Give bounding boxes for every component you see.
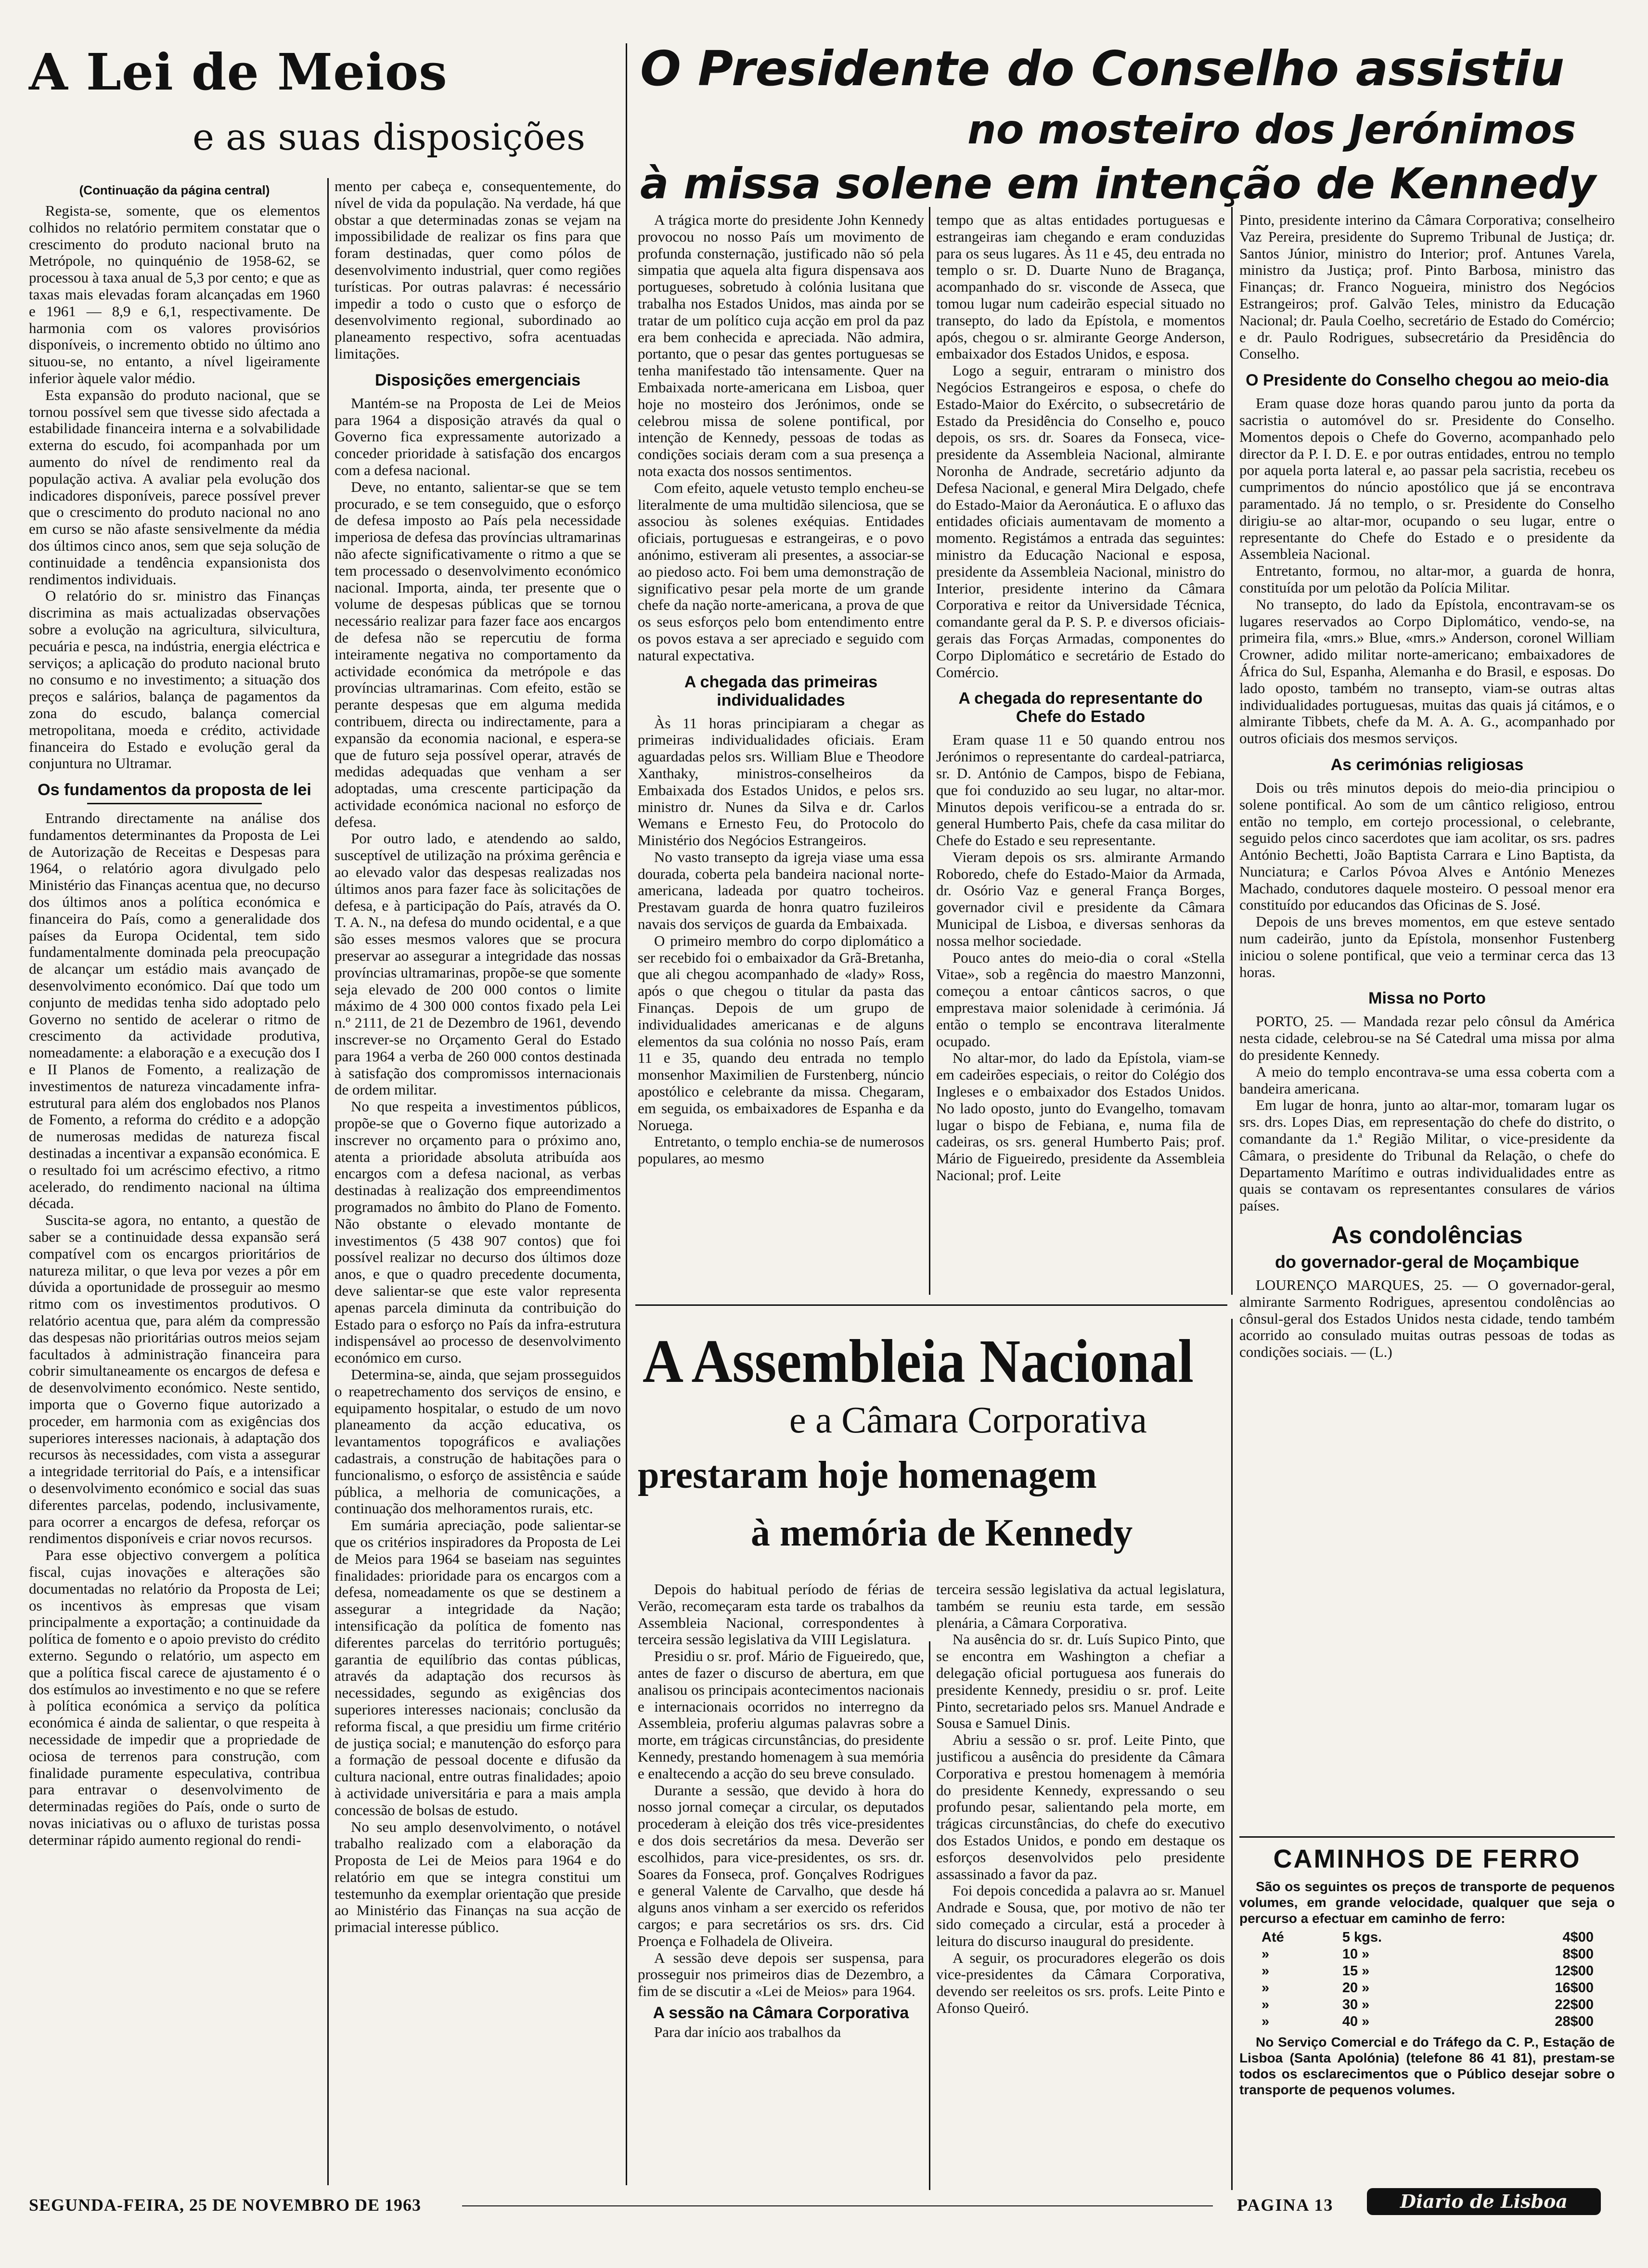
price-cell-weight: 10 » [1342, 1946, 1370, 1962]
paragraph: O relatório do sr. ministro das Finanças discrimina as mais actualizadas observações sobre a evolução na agricultura, silvicultura, pecuária e pesca, na indústria, energia eléctrica e serviços; a aplicação do produto nacional bruto no consumo e no investimento; a situação dos preços e salários, balança de pagamentos da zona do escudo, balança comercial metropolitana, moeda e crédito, actividade financeira do Estado e evolução geral da conjuntura no Ultramar. [29, 587, 320, 772]
subheading-text: O Presidente do Conselho chegou ao meio-dia [1246, 371, 1609, 390]
price-row [1259, 1963, 1596, 1980]
paragraph: Eram quase doze horas quando parou junto da porta da sacristia o automóvel do sr. Presidente do Conselho. Momentos depois o Chefe do Governo, acompanhado pelo director da P. I. D. E. e por outras entidades, entrou no templo por aquela porta lateral e, ao passar pela sacristia, recebeu os cumprimentos do núncio apostólico que já se encontrava paramentado. Já no templo, o sr. Presidente do Conselho dirigiu-se ao altar-mor, ocupando o seu lugar, entre o representante do Chefe do Estado e o presidente da Assembleia Nacional. [1239, 395, 1615, 563]
price-row [1259, 1997, 1596, 2013]
condolencias-text [1239, 1277, 1615, 1361]
condolencias-subtitle: do governador-geral de Moçambique [1275, 1252, 1580, 1272]
assembleia-col3-text-2 [638, 2024, 924, 2041]
price-cell-price: 4$00 [1562, 1930, 1594, 1945]
assembleia-headline-1: A Assembleia Nacional [643, 1327, 1194, 1395]
subheading-text: A sessão na Câmara Corporativa [653, 2003, 909, 2022]
price-cell-label: Até [1262, 1930, 1284, 1945]
price-cell-label: » [1262, 1980, 1270, 1996]
subheading-cerimonias [1239, 756, 1615, 774]
subheading-text: Disposições emergenciais [374, 371, 581, 389]
paragraph: Entretanto, o templo enchia-se de numerosos populares, ao mesmo [638, 1133, 924, 1167]
price-row [1259, 1980, 1596, 1997]
subheading-text: A chegada do representante do Chefe do Estado [958, 689, 1203, 726]
kennedy-column-2 [936, 212, 1225, 1300]
paragraph: Depois do habitual período de férias de Verão, recomeçaram esta tarde os trabalhos da Assembleia Nacional, correspondentes à terceira sessão legislativa da VIII Legislatura. [638, 1581, 924, 1648]
paragraph: No altar-mor, do lado da Epístola, viam-se em cadeirões especiais, o reitor do Colégio dos Ingleses e o embaixador dos Estados Unidos. No lado oposto, junto do Evangelho, tomavam lugar o bispo de Febiana, e, numa fila de cadeiras, os srs. general Humberto Pais; prof. Mário de Figueiredo, presidente da Assembleia Nacional; prof. Leite [936, 1049, 1225, 1184]
paragraph: Mantém-se na Proposta de Lei de Meios para 1964 a disposição através da qual o Governo fica expressamente autorizado a conceder prioridade à satisfação dos encargos com a defesa nacional. [335, 394, 621, 478]
paragraph: Logo a seguir, entraram o ministro dos Negócios Estrangeiros e esposa, o chefe do Estado-Maior do Exército, o subsecretário de Estado da Presidência do Conselho e, pouco depois, os srs. dr. Soares da Fonseca, vice-presidente da Assembleia Nacional, almirante Noronha de Andrade, secretário adjunto da Defesa Nacional, e general Mira Delgado, chefe do Estado-Maior da Aeronáutica. E o afluxo das entidades oficiais aumentavam de momento a momento. Registámos a entrada das seguintes: ministro da Educação Nacional e esposa, presidente da Assembleia Nacional, ministro do Interior, presidente interino da Câmara Corporativa e reitor da Universidade Técnica, comandante geral da P. S. P. e diversos oficiais-gerais das Forças Armadas, componentes do Corpo Diplomático e secretário de Estado do Comércio. [936, 362, 1225, 681]
paragraph: Regista-se, somente, que os elementos colhidos no relatório permitem constatar que o crescimento do produto nacional bruto na Metrópole, no quinquénio de 1958-62, se processou à taxa anual de 5,3 por cento; e que as taxas mais elevadas foram alcançadas em 1960 e 1961 — 8,9 e 6,1, respectivamente. De harmonia com os valores provisórios disponíveis, o incremento obtido no último ano situou-se, no entanto, a nível ligeiramente inferior àquele valor médio. [29, 202, 320, 387]
price-cell-weight: 5 kgs. [1342, 1930, 1382, 1945]
paragraph: Depois de uns breves momentos, em que esteve sentado num cadeirão, junto da Epístola, monsenhor Fustenberg iniciou o solene pontifical, que veio a terminar cerca das 13 horas. [1239, 913, 1615, 980]
subheading-missa-porto [1239, 989, 1615, 1007]
paragraph: mento per cabeça e, consequentemente, do nível de vida da população. Na verdade, há que obstar a que determinadas zonas se vejam na impossibilidade de realizar os fins para que foram destinadas, quer como pólos de desenvolvimento industrial, quer como regiões turísticas. Por outras palavras: é necessário impedir a todo o custo que o esforço de desenvolvimento regional, subordinado ao planeamento respectivo, sofra acentuadas limitações. [335, 178, 621, 362]
meios-headline-1: A Lei de Meios [29, 42, 448, 102]
price-cell-label: » [1262, 1963, 1270, 1979]
paragraph: Deve, no entanto, salientar-se que se tem procurado, e se tem conseguido, que o esforço de defesa imposto ao País pela necessidade imperiosa de defesa das províncias ultramarinas não afecte significativamente o ritmo a que se tem processado o desenvolvimento económico nacional. Importa, ainda, ter presente que o volume de despesas públicas que se tornou necessário realizar para fazer face aos encargos de defesa não se repercutiu de forma inteiramente negativa no comportamento da actividade económica da metrópole e das províncias ultramarinas. Com efeito, estão se perante despesas que em alguma medida contribuem, directa ou indirectamente, para a expansão da economia nacional, e espera-se que de futuro seja possível operar, através de medidas adequadas que venham a ser adoptadas, uma crescente participação da actividade económica nacional no esforço de defesa. [335, 478, 621, 830]
paragraph: Na ausência do sr. dr. Luís Supico Pinto, que se encontra em Washington a chefiar a delegação oficial portuguesa aos funerais do presidente Kennedy, presidiu o sr. prof. Leite Pinto, secretariado pelos srs. Manuel Andrade e Sousa e Samuel Dinis. [936, 1631, 1225, 1732]
paragraph: Em sumária apreciação, pode salientar-se que os critérios inspiradores da Proposta de Lei de Meios para 1964 se baseiam nas seguintes finalidades: prioridade para os encargos com a defesa, nomeadamente os que se destinem a assegurar a integridade da Nação; intensificação da política de fomento nas diferentes parcelas do território português; garantia de equilíbrio das contas públicas, através da adaptação dos recursos às necessidades, segundo as exigências dos superiores interesses nacionais; conclusão da reforma fiscal, a que presidiu um firme critério de justiça social; e manutenção do esforço para a formação de pessoal docente e difusão da cultura nacional, entre outras finalidades; apoio à actividade universitária e para a mais ampla concessão de bolsas de estudo. [335, 1517, 621, 1818]
subheading-text: As cerimónias religiosas [1330, 755, 1524, 774]
price-cell-weight: 15 » [1342, 1963, 1370, 1979]
kennedy-col4-text-2 [936, 732, 1225, 1184]
paragraph: Com efeito, aquele vetusto templo encheu-se literalmente de uma multidão silenciosa, que se associou às solenes exéquias. Entidades oficiais, portuguesas e estrangeiras, e o povo anónimo, estiveram ali presentes, a associar-se ao piedoso acto. Foi bem uma demonstração de significativo pesar pela morte de um grande chefe da nação norte-americana, a prova de que os seus esforços pelo bom entendimento entre os povos estava a ser apreciado e seguido com natural expectativa. [638, 479, 924, 664]
assembleia-col3-text [638, 1581, 924, 2000]
price-row [1259, 2013, 1596, 2030]
paragraph: A meio do templo encontrava-se uma essa coberta com a bandeira americana. [1239, 1063, 1615, 1097]
paragraph: O primeiro membro do corpo diplomático a ser recebido foi o embaixador da Grã-Bretanha, que ali chegou acompanhado de «lady» Ross, após o que chegou o titular da pasta das Finanças. Depois de um grupo de individualidades americanas e de alguns elementos da sua colónia no nosso País, eram 11 e 35, quando deu entrada no templo monsenhor Maximilien de Furstenberg, núncio apostólico e celebrante da missa. Chegaram, em seguida, os embaixadores de Espanha e da Noruega. [638, 932, 924, 1134]
kennedy-column-1 [638, 212, 924, 1300]
price-cell-label: » [1262, 1997, 1270, 2012]
paragraph: A sessão deve depois ser suspensa, para prosseguir nos primeiros dias de Dezembro, a fim de se discutir a «Lei de Meios» para 1964. [638, 1949, 924, 2000]
paragraph: No que respeita a investimentos públicos, propõe-se que o Governo fique autorizado a inscrever no orçamento para o próximo ano, atenta a prioridade absoluta atribuída aos encargos com a defesa nacional, as verbas destinadas à realização dos empreendimentos programados no âmbito do Plano de Fomento. Não obstante o elevado montante de investimentos (5 438 907 contos) que foi possível realizar no decurso dos últimos doze anos, e que o quadro precedente documenta, deve salientar-se que este valor representa apenas parcela diminuta da contribuição do Estado para o esforço no País da infra-estrutura indispensável ao processo de desenvolvimento económico em curso. [335, 1098, 621, 1366]
kennedy-headline-3: à missa solene em intenção de Kennedy [640, 159, 1596, 208]
subheading-text: Os fundamentos da proposta de lei [38, 781, 311, 799]
rule-col-4-5-low [1231, 1319, 1233, 2190]
price-cell-label: » [1262, 1946, 1270, 1962]
rule-caminhos-top [1239, 1836, 1615, 1838]
subheading-chegada-representante [936, 689, 1225, 726]
kennedy-headline-1: O Presidente do Conselho assistiu [640, 40, 1565, 97]
meios-col1-text [29, 203, 320, 772]
paragraph: Determina-se, ainda, que sejam prosseguidos o reapetrechamento dos serviços de ensino, e equipamento hospitalar, o estudo de um novo planeamento da acção educativa, os levantamentos topográficos e avaliações cadastrais, a construção de habitações para o funcionalismo, o esforço de assistência e saúde pública, a melhoria de comunicações, a continuação dos melhoramentos rurais, etc. [335, 1366, 621, 1517]
meios-col1-text-2 [29, 810, 320, 1848]
paragraph: Para esse objectivo convergem a política fiscal, cujas inovações e alterações são documentadas no relatório da Proposta de Lei; os incentivos às empresas que visam principalmente a exportação; a continuidade da política de fomento e o apoio previsto do crédito externo. Segundo o relatório, um aspecto em que a política fiscal carece de ajustamento é o dos estímulos ao investimento e no que se refere à política económica a serviço da política económica é ainda de salientar, o que respeita à necessidade de impedir que a propriedade de ociosa de terrenos para construção, com finalidade puramente especulativa, contribua para entravar o desenvolvimento de determinadas regiões do País, onde o surto de novas iniciativas ou o afluxo de turistas possa determinar rápido aumento regional do rendi- [29, 1546, 320, 1848]
subheading-chegada-primeiras [638, 673, 924, 709]
kennedy-col5-text-2 [1239, 395, 1615, 747]
subheading-presidente-chegou [1239, 371, 1615, 389]
meios-column-1 [29, 183, 320, 2185]
kennedy-col5-text-3 [1239, 780, 1615, 981]
footer-page-number: PAGINA 13 [1237, 2195, 1334, 2215]
caminhos-title: CAMINHOS DE FERRO [1273, 1844, 1581, 1873]
kennedy-col3-text-2 [638, 715, 924, 1168]
paragraph: Entrando directamente na análise dos fundamentos determinantes da Proposta de Lei de Autorização de Receitas e Despesas para 1964, o relatório agora divulgado pelo Ministério das Finanças acentua que, no decurso dos últimos anos a política económica e financeira do País, como a generalidade dos países da Europa Ocidental, tem sido fundamentalmente dominada pela preocupação de alcançar um estádio mais avançado de desenvolvimento económico. Daí que todo um conjunto de medidas tenha sido adoptado pelo Governo no sentido de acelerar o ritmo de crescimento da actividade produtiva, nomeadamente: a elaboração e a execução dos I e II Planos de Fomento, a realização de investimentos de natureza vincadamente infra-estrutural para além dos englobados nos Planos de Fomento, a reforma do crédito e a adopção de numerosas medidas de natureza fiscal destinadas a incentivar a expansão económica. E o resultado foi um acréscimo efectivo, a ritmo acelerado, do rendimento nacional na última década. [29, 810, 320, 1212]
rule-assembleia-top [635, 1304, 1227, 1306]
caminhos-intro [1239, 1879, 1615, 1926]
caminhos-price-table [1259, 1929, 1596, 2030]
caminhos-box [1239, 1841, 1615, 2178]
assembleia-headline-2: e a Câmara Corporativa [789, 1399, 1147, 1441]
footer-date: SEGUNDA-FEIRA, 25 DE NOVEMBRO DE 1963 [29, 2195, 422, 2215]
paragraph: Pouco antes do meio-dia o coral «Stella Vitae», sob a regência do maestro Manzonni, começou a entoar cânticos sacros, o que emprestava maior solenidade à cerimónia. Já então o templo se encontrava literalmente ocupado. [936, 949, 1225, 1050]
paragraph: Pinto, presidente interino da Câmara Corporativa; conselheiro Vaz Pereira, presidente do Supremo Tribunal de Justiça; dr. Santos Júnior, ministro do Interior; prof. Antunes Varela, ministro da Justiça; prof. Pinto Barbosa, ministro das Finanças; dr. Franco Nogueira, ministro dos Negócios Estrangeiros; prof. Galvão Teles, ministro da Educação Nacional; dr. Paula Coelho, secretário de Estado do Comércio; e dr. Paulo Rodrigues, subsecretário da Presidência do Conselho. [1239, 212, 1615, 362]
kennedy-column-3 [1239, 212, 1615, 1834]
rule-footer [462, 2205, 1213, 2206]
meios-continuation: (Continuação da página central) [79, 183, 270, 197]
assembleia-column-1 [638, 1581, 924, 2188]
assembleia-headline-3: prestaram hoje homenagem [638, 1454, 1097, 1496]
price-cell-price: 12$00 [1555, 1963, 1594, 1979]
paragraph: tempo que as altas entidades portuguesas e estrangeiras iam chegando e eram conduzidas para os seus lugares. Às 11 e 45, deu entrada no templo o sr. D. Duarte Nuno de Bragança, acompanhado do sr. visconde de Asseca, que tomou lugar num cadeirão especial situado no transepto, do lado da Epístola, e momentos após, chegou o sr. almirante George Anderson, embaixador dos Estados Unidos, e esposa. [936, 212, 1225, 362]
paragraph: Foi depois concedida a palavra ao sr. Manuel Andrade e Sousa, que, por motivo de não ter sido começado a circular, está a proceder à leitura do discurso inaugural do presidente. [936, 1882, 1225, 1949]
paragraph: terceira sessão legislativa da actual legislatura, também se reuniu esta tarde, em sessão plenária, a Câmara Corporativa. [936, 1581, 1225, 1631]
condolencias-title: As condolências [1331, 1222, 1523, 1249]
rule-col-2-3 [626, 1319, 627, 2185]
assembleia-col4-text [936, 1581, 1225, 2017]
kennedy-col5-text-4 [1239, 1013, 1615, 1214]
paragraph: Abriu a sessão o sr. prof. Leite Pinto, que justificou a ausência do presidente da Câmara Corporativa e prestou homenagem à memória do presidente Kennedy, expressando o seu profundo pesar, salientando pela morte, em trágicas circunstâncias, do chefe do executivo dos Estados Unidos, e pondo em destaque os esforços desenvolvidos pelo presidente assassinado a favor da paz. [936, 1731, 1225, 1882]
price-cell-price: 8$00 [1562, 1946, 1594, 1962]
rule-col-3-4 [929, 207, 930, 1295]
price-row [1259, 1929, 1596, 1946]
paragraph: Dois ou três minutos depois do meio-dia principiou o solene pontifical. Ao som de um cântico religioso, entrou então no templo, em cortejo processional, o celebrante, seguido pelos cinco sacerdotes que iam acolitar, os srs. padres António Bechetti, João Baptista Carrara e Lino Baptista, da Nunciatura; e Carlos Póvoa Alves e António Menezes Machado, condutores daquele mosteiro. O pessoal menor era constituído por educandos das Oficinas de S. José. [1239, 779, 1615, 914]
paragraph: Eram quase 11 e 50 quando entrou nos Jerónimos o representante do cardeal-patriarca, sr. D. António de Campos, bispo de Febiana, que foi conduzido ao seu lugar, no altar-mor. Minutos depois verificou-se a entrada do sr. general Humberto Pais, chefe da casa militar do Chefe do Estado e seu representante. [936, 731, 1225, 849]
subheading-disposicoes [335, 371, 621, 389]
paragraph: No Serviço Comercial e do Tráfego da C. P., Estação de Lisboa (Santa Apolónia) (telefone 86 41 81), prestam-se todos os esclarecimentos que o Público desejar sobre o transporte de pequenos volumes. [1239, 2035, 1615, 2097]
paragraph: Vieram depois os srs. almirante Armando Roboredo, chefe do Estado-Maior da Armada, dr. Osório Vaz e general França Borges, governador civil e presidente da Câmara Municipal de Lisboa, e diversas senhoras da nossa melhor sociedade. [936, 848, 1225, 949]
price-cell-weight: 20 » [1342, 1980, 1370, 1996]
price-cell-label: » [1262, 2014, 1270, 2029]
price-cell-price: 16$00 [1555, 1980, 1594, 1996]
paragraph: Esta expansão do produto nacional, que se tornou possível sem que tivesse sido afectada a estabilidade financeira interna e a solvabilidade externa do escudo, foi acompanhada por um aumento do nível de rendimento real da população activa. A avaliar pela evolução dos indicadores disponíveis, parece possível prever que o crescimento do produto nacional no ano em curso se não afaste sensivelmente da média dos últimos cinco anos, sem que seja solução de continuidade a tendência expansionista dos rendimentos individuais. [29, 386, 320, 588]
meios-col2-text [335, 178, 621, 362]
rule-left-top [626, 43, 627, 1324]
paragraph: Presidiu o sr. prof. Mário de Figueiredo, que, antes de fazer o discurso de abertura, em que analisou os principais acontecimentos nacionais e internacionais ocorridos no interregno da Assembleia, proferiu algumas palavras sobre a morte, em trágicas circunstâncias, do presidente Kennedy, prestando homenagem à sua memória e enaltecendo a acção do seu breve consulado. [638, 1648, 924, 1782]
paragraph: Suscita-se agora, no entanto, a questão de saber se a continuidade dessa expansão será compatível com os encargos prioritários de natureza militar, o que leva por vezes a pôr em dúvida a oportunidade de prosseguir ao mesmo ritmo com os investimentos produtivos. O relatório acentua que, para além da compressão das despesas não prioritárias outros meios sejam facultados à administração financeira para cobrir simultaneamente os encargos de defesa e de desenvolvimento económico. Neste sentido, importa que o Governo fique autorizado a proceder, em harmonia com as exigências dos superiores interesses nacionais, à adaptação dos recursos às necessidades, com vista a assegurar a integridade territorial do País, e a intensificar o desenvolvimento económico e social das suas diferentes parcelas, podendo, inclusivamente, para ocorrer a encargos de defesa, reforçar os rendimentos disponíveis e criar novos recursos. [29, 1211, 320, 1547]
paragraph: Em lugar de honra, junto ao altar-mor, tomaram lugar os srs. drs. Lopes Dias, em representação do chefe do distrito, o comandante da 1.ª Região Militar, o vice-presidente da Câmara, o presidente do Tribunal da Relação, o chefe do Departamento Marítimo e outras individualidades entre as quais se contavam os representantes consulares de vários países. [1239, 1096, 1615, 1214]
paragraph: No seu amplo desenvolvimento, o notável trabalho realizado com a elaboração da Proposta de Lei de Meios para 1964 e do relatório em que se integra constitui um testemunho da exemplar orientação que preside ao Ministério das Finanças na sua acção de primacial interesse público. [335, 1818, 621, 1936]
paragraph: São os seguintes os preços de transporte de pequenos volumes, em grande velocidade, qualquer que seja o percurso a efectuar em caminho de ferro: [1239, 1879, 1615, 1926]
paragraph: A seguir, os procuradores elegerão os dois vice-presidentes da Câmara Corporativa, devendo ser reeleitos os srs. profs. Leite Pinto e Afonso Queiró. [936, 1949, 1225, 2016]
caminhos-footer [1239, 2034, 1615, 2098]
subheading-text: A chegada das primeiras individualidades [684, 672, 878, 709]
meios-column-2 [335, 178, 621, 2185]
kennedy-col3-text [638, 212, 924, 664]
kennedy-headline-2: no mosteiro dos Jerónimos [967, 106, 1576, 153]
paragraph: Às 11 horas principiaram a chegar as primeiras individualidades oficiais. Eram aguardadas pelos srs. William Blue e Theodore Xanthaky, ministros-conselheiros da Embaixada dos Estados Unidos, e pelos srs. ministro dr. Nunes da Silva e dr. Carlos Wemans e Ernesto Feu, do Protocolo do Ministério dos Negócios Estrangeiros. [638, 714, 924, 849]
subheading-fundamentos [29, 781, 320, 804]
price-cell-price: 28$00 [1555, 2014, 1594, 2029]
subheading-sessao-camara [638, 2004, 924, 2022]
rule-col-1-2 [327, 178, 329, 2185]
paragraph: LOURENÇO MARQUES, 25. — O governador-geral, almirante Sarmento Rodrigues, apresentou condolências ao cônsul-geral dos Estados Unidos nesta cidade, tendo também acorrido ao consulado muitas outras pessoas de todas as condições sociais. — (L.) [1239, 1276, 1615, 1361]
assembleia-column-2 [936, 1581, 1225, 2188]
kennedy-col5-text [1239, 212, 1615, 362]
rule-col-3-4-low [929, 1641, 930, 2190]
paragraph: Para dar início aos trabalhos da [654, 2023, 841, 2040]
price-cell-price: 22$00 [1555, 1997, 1594, 2012]
paragraph: No vasto transepto da igreja viase uma essa dourada, coberta pela bandeira nacional norte-americana, ladeada por quatro tocheiros. Prestavam guarda de honra quatro fuzileiros navais dos serviços de guarda da Embaixada. [638, 848, 924, 933]
meios-headline-2: e as suas disposições [193, 116, 585, 158]
newspaper-logo: Diario de Lisboa [1367, 2188, 1601, 2215]
paragraph: Durante a sessão, que devido à hora do nosso jornal começar a circular, os deputados procederam à eleição dos três vice-presidentes e dos dois secretários da mesa. Deverão ser escolhidos, para vice-presidentes, os srs. dr. Soares da Fonseca, prof. Gonçalves Rodrigues e general Valente de Carvalho, que desde há alguns anos vinham a ser exercido os referidos cargos; e para secretários os srs. drs. Cid Proença e Folhadela de Oliveira. [638, 1781, 924, 1949]
rule-col-4-5 [1231, 207, 1233, 1295]
subheading-text: Missa no Porto [1368, 989, 1486, 1008]
price-cell-weight: 40 » [1342, 2014, 1370, 2029]
price-cell-weight: 30 » [1342, 1997, 1370, 2012]
paragraph: PORTO, 25. — Mandada rezar pelo cônsul da América nesta cidade, celebrou-se na Sé Catedral uma missa por alma do presidente Kennedy. [1239, 1013, 1615, 1064]
assembleia-headline-4: à memória de Kennedy [751, 1512, 1133, 1554]
paragraph: A trágica morte do presidente John Kennedy provocou no nosso País um movimento de profunda consternação, justificado não só pela simpatia que aquela alta figura dispensava aos portugueses, sobretudo à colónia lusitana que trabalha nos Estados Unidos, mas ainda por se tratar de um político cuja acção em prol da paz era bem conhecida e apreciada. Não admira, portanto, que o pesar das gentes portuguesas se tenha manifestado tão intensamente. Quer na Embaixada norte-americana em Lisboa, quer hoje no mosteiro dos Jerónimos, onde se celebrou missa de solene pontifical, por intenção de Kennedy, pessoas de todas as condições sociais deram com a sua presença a nota exacta dos nossos sentimentos. [638, 212, 924, 479]
price-row [1259, 1946, 1596, 1963]
meios-col2-text-2 [335, 395, 621, 1936]
paragraph: Entretanto, formou, no altar-mor, a guarda de honra, constituída por um pelotão da Polícia Militar. [1239, 562, 1615, 596]
kennedy-col4-text [936, 212, 1225, 681]
paragraph: No transepto, do lado da Epístola, encontravam-se os lugares reservados ao Corpo Diplomático, vendo-se, na primeira fila, «mrs.» Blue, «mrs.» Anderson, coronel William Crowner, adido militar norte-americano; embaixadores de África do Sul, Espanha, Alemanha e do Brasil, e esposas. Do lado oposto, também no transepto, viam-se outras altas individualidades portuguesas, muitas das quais já citámos, e o almirante Tibbets, chefe da M. A. A. G., acompanhado por outros oficiais dos mesmos serviços. [1239, 595, 1615, 747]
paragraph: Por outro lado, e atendendo ao saldo, susceptível de utilização na próxima gerência e ao elevado valor das despesas realizadas nos últimos anos para fazer face às solicitações de defesa, e à participação do País, através da O. T. A. N., na defesa do mundo ocidental, e a que são esses mesmos valores que se procura preservar ao assegurar a integridade das nossas províncias ultramarinas, propõe-se que somente seja elevado de 200 000 contos o limite máximo de 4 300 000 contos fixado pela Lei n.º 2111, de 21 de Dezembro de 1961, devendo inscrever-se no Orçamento Geral do Estado para 1964 a verba de 260 000 contos destinada à satisfação dos compromissos internacionais de ordem militar. [335, 830, 621, 1098]
